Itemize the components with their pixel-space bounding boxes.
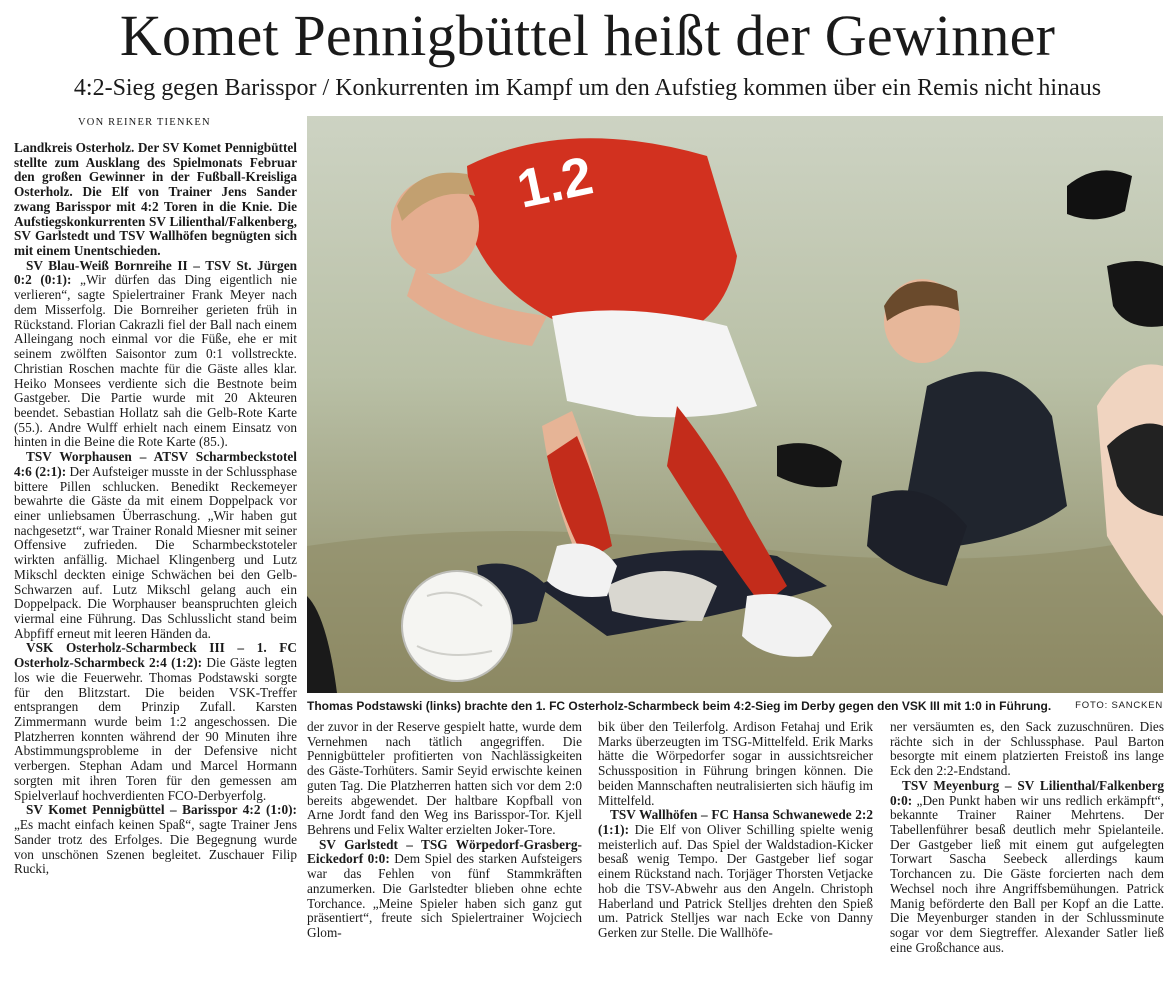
match-text: „Den Punkt haben wir uns redlich erkämpft“, bekannte Trainer Rainer Mehrtens. Der Tabellenführer besaß deutlich mehr Spielanteile. Der Gastgeber ließ mit einem gut aufgelegten Torwart Sascha Seebeck allerdings kaum Torchancen zu. Die Gäste forcierten nach dem Wechsel noch ihre Angriffsbemühungen. Patrick Manig beförderte den Ball per Kopf an die Latte. Die Meyenburger standen in der Schlussminute sogar vor dem Siegtreffer. Alexander Satler ließ eine Großchance aus. [890, 792, 1164, 955]
article-column-3 [598, 720, 873, 941]
intro-paragraph: Landkreis Osterholz. Der SV Komet Pennigbüttel stellte zum Ausklang des Spielmonats Februar den großen Gewinner in der Fußball-Kreisliga Osterholz. Die Elf von Trainer Jens Sander zwang Barisspor mit 4:2 Toren in die Knie. Die Aufstiegskonkurrenten SV Lilienthal/Falkenberg, SV Garlstedt und TSV Wallhöfen begnügten sich mit einem Unentschieden. [14, 140, 297, 259]
match-text: „Wir dürfen das Ding eigentlich nie verlieren“, sagte Spielertrainer Frank Meyer nach dem Misserfolg. Die Bornreiher gerieten früh in Rückstand. Florian Cakrazli fiel der Ball nach einem Alleingang noch einmal vor die Füße, ehe er mit seinem zwölften Saisontor zum 0:1 vollstreckte. Christian Roschen machte für die Gäste alles klar. Heiko Monsees verdiente sich die Bestnote beim Gastgeber. Die Partie wurde mit 20 Akteuren beendet. Sebastian Hollatz sah die Gelb-Rote Karte (55.). Andre Wulff erhielt nach einem Einsatz von hinten in die Beine die Rote Karte (85.). [14, 272, 298, 450]
subheadline: 4:2-Sieg gegen Barisspor / Konkurrenten im Kampf um den Aufstieg kommen über ein Remis nicht hinaus [73, 75, 1102, 101]
match-heading: TSV Wallhöfen – FC Hansa Schwanewede 2:2 (1:1): [598, 807, 873, 838]
match-report [14, 259, 297, 450]
match-report [14, 450, 297, 641]
match-text: Dem Spiel des starken Aufsteigers war das Fehlen von fünf Stammkräften anzumerken. Die Garlstedter blieben ohne echte Torchance. „Meine Spieler haben sich ganz gut präsentiert“, freute sich Spielertrainer Wojciech Glom- [307, 851, 582, 941]
match-report [890, 779, 1164, 956]
photo-caption [307, 698, 1163, 714]
match-heading: TSV Worphausen – ATSV Scharmbeckstotel 4:6 (2:1): [14, 449, 297, 479]
article-column-4 [890, 720, 1164, 956]
match-text: Der Aufsteiger musste in der Schlussphase bittere Pillen schlucken. Benedikt Reckemeyer bewahrte die Gäste da mit einem Doppelpack vor einer unliebsamen Überraschung. „Wir haben gut nachgesetzt“, war Trainer Ronald Miesner mit seiner Offensive zufrieden. Die Scharmbeckstoteler wirkten anfällig. Michael Klingenberg und Lutz Mikschl deckten einige Schwächen bei den Gelb-Schwarzen auf. Lutz Mikschl gelang auch ein Doppelpack. Die Worphauser beanspruchten gleich viermal eine Führung. Das Schlusslicht stand beim Abpfiff erneut mit leeren Händen da. [14, 463, 298, 641]
svg-text:1.2: 1.2 [512, 145, 598, 220]
match-report [307, 838, 582, 941]
match-heading: TSV Meyenburg – SV Lilienthal/Falkenberg 0:0: [890, 777, 1164, 808]
headline: Komet Pennigbüttel heißt der Gewinner [119, 3, 1056, 68]
article-column-1 [14, 141, 297, 877]
match-heading: SV Komet Pennigbüttel – Barisspor 4:2 (1:0): [26, 802, 297, 818]
match-report [14, 641, 297, 803]
match-report [14, 803, 297, 877]
match-text: Die Gäste legten los wie die Feuerwehr. Thomas Podstawski sorgte für den Blitzstart. Die beiden VSK-Treffer entsprangen dem Prinzip Zufall. Karsten Zimmermann wurde beim 1:2 angeschossen. Die Platzherren konnten während der 90 Minuten ihre Abstimmungsprobleme in der Defensive nicht verbergen. Stephan Adam und Marcel Hormann sorgten mit ihren Toren für den gemessen am Spielverlauf hochverdienten FCO-Derbyerfolg. [14, 655, 297, 803]
article-column-2 [307, 720, 582, 941]
match-heading: VSK Osterholz-Scharmbeck III – 1. FC Osterholz-Scharmbeck 2:4 (1:2): [14, 640, 297, 671]
match-photo [307, 116, 1163, 693]
caption-text: Thomas Podstawski (links) brachte den 1. FC Osterholz-Scharmbeck beim 4:2-Sieg im Derby gegen den VSK III mit 1:0 in Führung. [307, 699, 1052, 713]
match-text: „Es macht einfach keinen Spaß“, sagte Trainer Jens Sander trotz des Erfolges. Die Begegnung wurde von unschönen Szenen begleitet. Zuschauer Filip Rucki, [14, 817, 297, 877]
match-heading: SV Blau-Weiß Bornreihe II – TSV St. Jürgen 0:2 (0:1): [14, 257, 297, 288]
match-text: Die Elf von Oliver Schilling spielte wenig meisterlich auf. Das Spiel der Waldstadion-Kicker besaß wenig Tempo. Der Gastgeber lief sogar einem Rückstand nach. Torjäger Thorsten Vetjacke hob die TSV-Abwehr aus den Angeln. Christoph Haberland und Patrick Stelljes drehten den Spieß um. Patrick Stelljes war nach Ecke von Danny Gerken zur Stelle. Die Wallhöfe- [598, 822, 874, 941]
byline: VON REINER TIENKEN [78, 117, 211, 128]
match-text-continued: bik über den Teilerfolg. Ardison Fetahaj und Erik Marks überzeugten im TSG-Mittelfeld. Erik Marks hätte die Wörpedorfer sogar in aussichtsreicher Schussposition in Führung bringen können. Die beiden Mannschaften neutralisierten sich häufig im Mittelfeld. [598, 719, 873, 808]
photo-credit: FOTO: SANCKEN [1075, 700, 1163, 711]
match-report [598, 808, 873, 940]
match-heading: SV Garlstedt – TSG Wörpedorf-Grasberg-Eickedorf 0:0: [307, 836, 582, 867]
match-text-continued: ner versäumten es, den Sack zuzuschnüren. Dies rächte sich in der Schlussphase. Paul Barton besorgte mit einem platzierten Freistoß ins lange Eck den 2:2-Endstand. [890, 719, 1164, 779]
match-text-continued: der zuvor in der Reserve gespielt hatte, wurde dem Vernehmen nach tätlich angegriffen. Die Pennigbütteler profitierten von Nachlässigkeiten des Gäste-Torhüters. Samir Seyid erwischte keinen guten Tag. Die Platzherren hatten sich vor dem 2:0 bereits abgewendet. Der haltbare Kopfball von Arne Jordt fand den Weg ins Barisspor-Tor. Kjell Behrens und Felix Walter erzielten Joker-Tore. [307, 719, 582, 838]
